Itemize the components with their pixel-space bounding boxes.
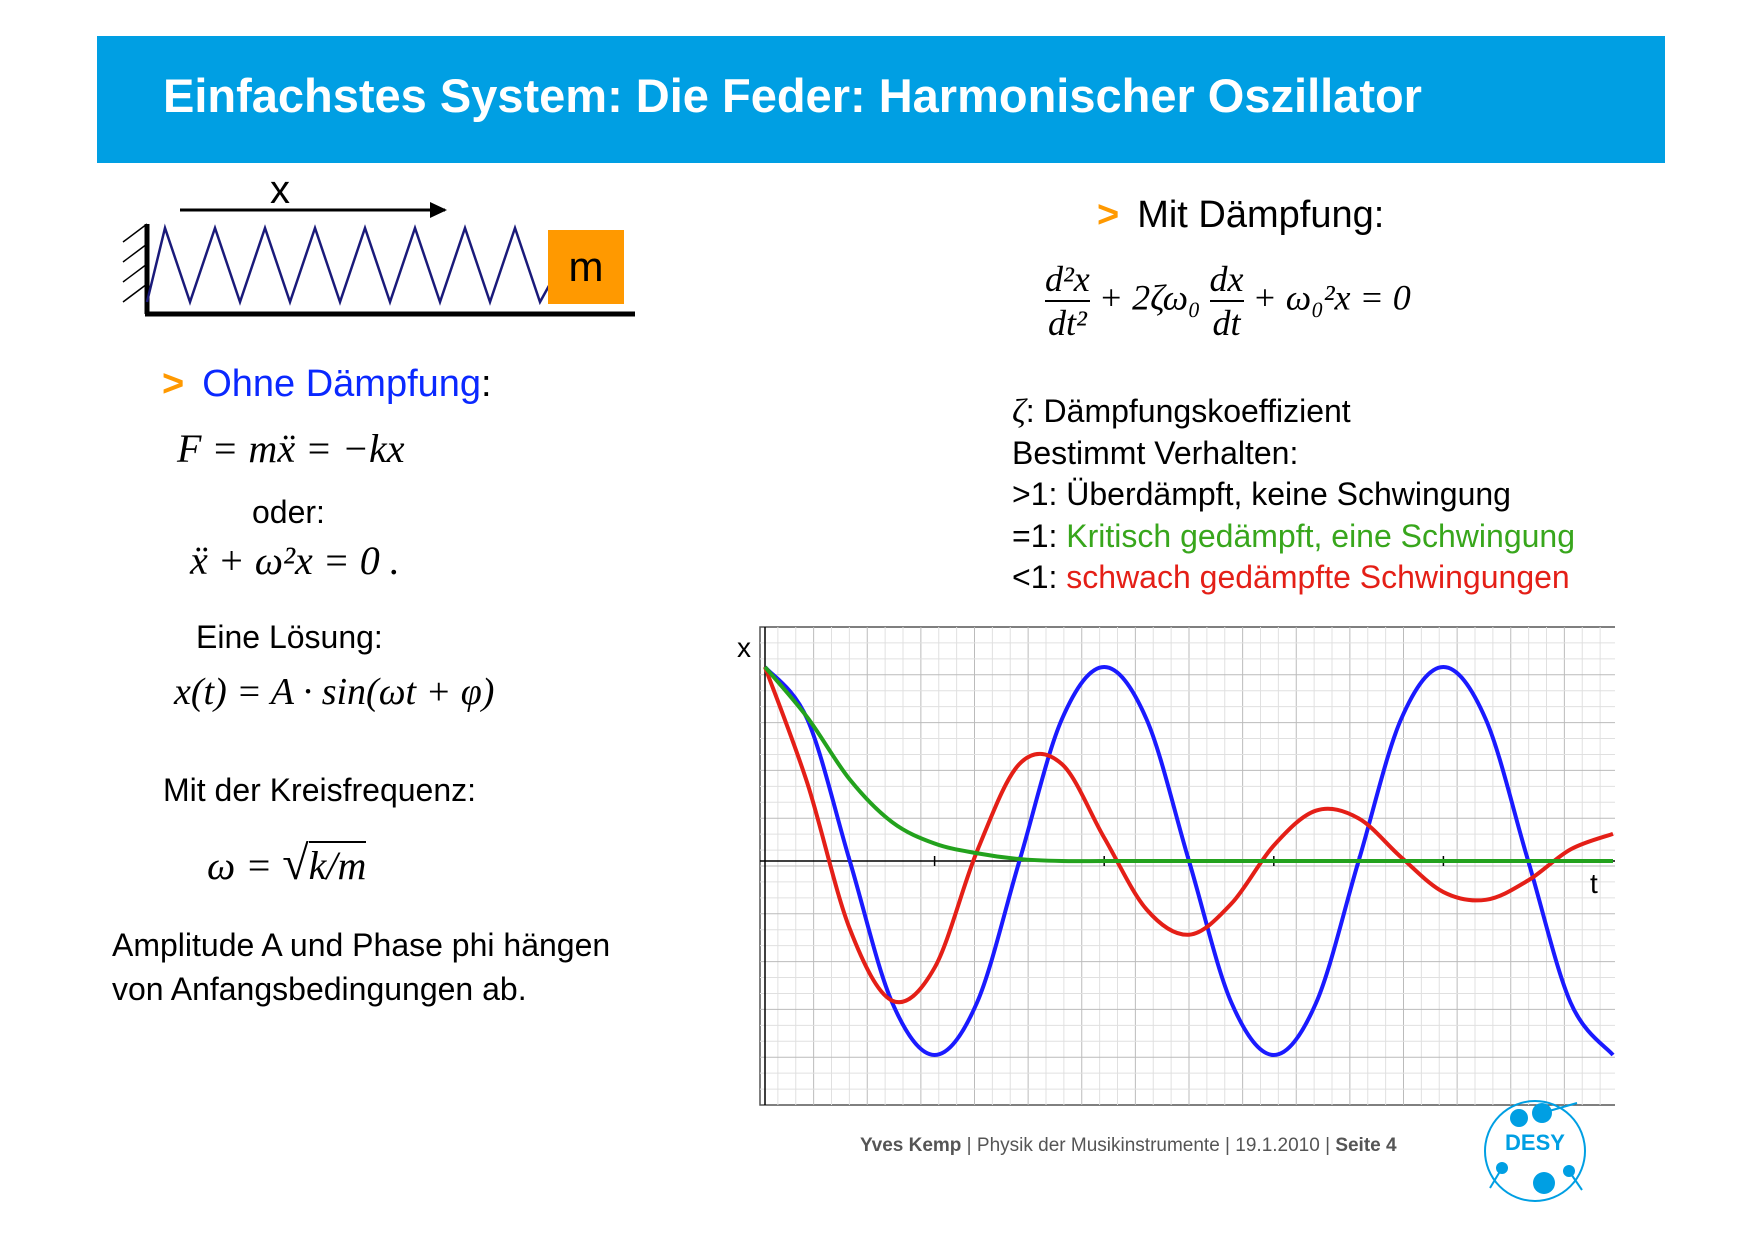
kreisfrequenz-label: Mit der Kreisfrequenz: [163, 772, 477, 808]
denominator: dt [1210, 300, 1244, 344]
zeta-line [1012, 391, 1575, 433]
equation-oscillator: ẍ + ω²x = 0 . [190, 538, 400, 583]
desy-logo [1482, 1098, 1588, 1204]
footer-author: Yves Kemp [860, 1135, 962, 1156]
equation-solution: x(t) = A · sin(ωt + φ) [174, 671, 495, 713]
footer [860, 1135, 1397, 1157]
equation-omega [207, 836, 366, 891]
zeta-text: : Dämpfungskoeffizient [1025, 393, 1351, 429]
footer-date: 19.1.2010 [1235, 1135, 1320, 1156]
y-axis-label: x [737, 632, 751, 663]
equation-newton: F = mẍ = −kx [177, 426, 405, 471]
ohne-daempfung-heading [162, 363, 492, 406]
spring-coil [147, 228, 561, 302]
page-title: Einfachstes System: Die Feder: Harmonischer Oszillator [163, 69, 1422, 122]
footer-course: Physik der Musikinstrumente [976, 1135, 1220, 1156]
damping-cases [1012, 391, 1575, 599]
oder-label: oder: [252, 494, 325, 530]
sqrt-sign: √ [282, 837, 309, 890]
case-critical [1012, 516, 1575, 558]
case-underdamped [1012, 557, 1575, 599]
mit-label: Mit Dämpfung: [1137, 194, 1385, 236]
x-label: x [270, 168, 290, 212]
omega-root: k/m [308, 843, 367, 888]
damped-end-term: + ω₀²x = 0 [1252, 277, 1411, 318]
ohne-label: Ohne Dämpfung [202, 363, 482, 405]
zeta-symbol: ζ [1012, 393, 1026, 430]
case-text: Kritisch gedämpft, eine Schwingung [1066, 517, 1575, 554]
footer-page: Seite 4 [1335, 1135, 1397, 1156]
numerator: dx [1209, 259, 1244, 299]
denominator: dt² [1045, 300, 1090, 344]
mit-daempfung-heading [1097, 194, 1384, 237]
amplitude-line-1: Amplitude A und Phase phi hängen [112, 927, 611, 963]
x-axis-label: t [1590, 868, 1598, 899]
bullet-arrow: > [1097, 194, 1120, 236]
ohne-colon: : [481, 363, 492, 405]
case-prefix: <1: [1012, 559, 1067, 595]
bestimmt-line: Bestimmt Verhalten: [1012, 434, 1299, 471]
fraction-d2x [1045, 258, 1090, 344]
amplitude-note [112, 923, 610, 1011]
mass-block: m [548, 230, 624, 304]
damped-middle-term: + 2ζω₀ [1098, 277, 1201, 318]
fraction-dx [1210, 258, 1244, 344]
footer-separator: | [961, 1135, 977, 1156]
logo-text: DESY [1505, 1130, 1565, 1155]
title-bar [97, 36, 1665, 163]
footer-separator: | [1219, 1135, 1236, 1156]
footer-separator: | [1319, 1135, 1336, 1156]
case-prefix: =1: [1012, 517, 1067, 554]
loesung-label: Eine Lösung: [196, 619, 383, 655]
spring-diagram [115, 168, 645, 322]
omega-lhs: ω = [207, 843, 273, 888]
numerator: d²x [1045, 259, 1090, 299]
amplitude-line-2: von Anfangsbedingungen ab. [112, 971, 527, 1007]
case-overdamped: >1: Überdämpft, keine Schwingung [1012, 476, 1511, 512]
oscillation-chart [735, 620, 1615, 1110]
bullet-arrow: > [162, 363, 185, 405]
case-text: schwach gedämpfte Schwingungen [1066, 559, 1570, 595]
equation-damped [1045, 258, 1411, 344]
chart-svg [735, 620, 1615, 1110]
